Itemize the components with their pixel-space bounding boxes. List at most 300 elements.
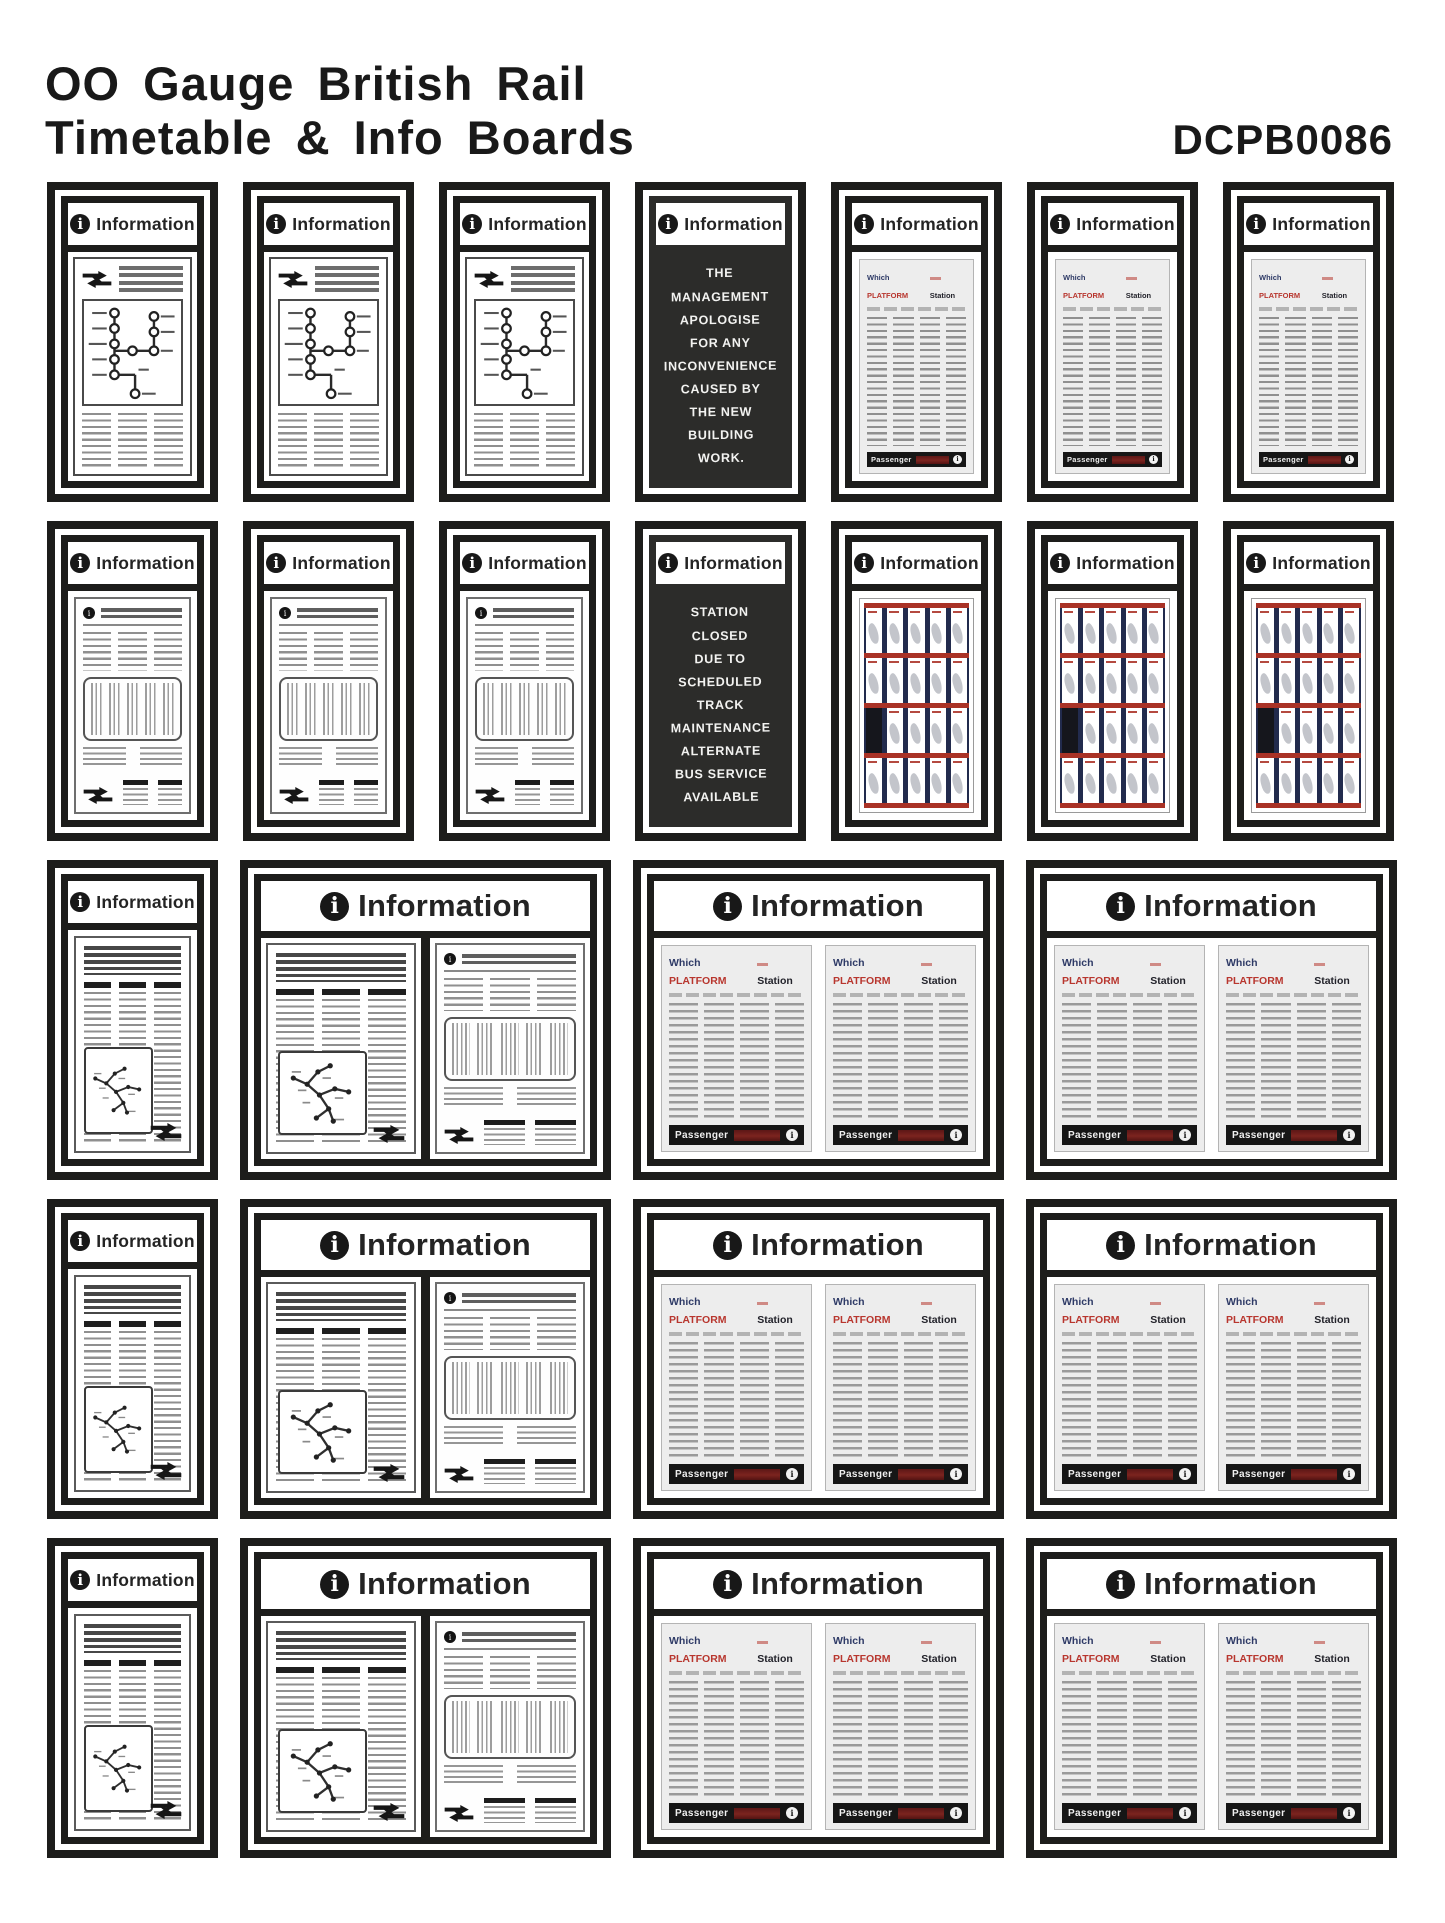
board-fare-timetable <box>243 521 414 841</box>
info-circle-icon: i <box>70 1231 90 1251</box>
leaflet-card <box>1300 708 1316 753</box>
leaflet-card <box>1343 658 1359 703</box>
board-notice-station-closed <box>635 521 806 841</box>
footer-red-panel <box>1291 1130 1337 1141</box>
station-word: Station <box>1314 1314 1350 1326</box>
board-leaflet-rack <box>1223 521 1394 841</box>
greeked-subtitle-line <box>833 993 968 997</box>
fare-table-sheet <box>435 1621 585 1832</box>
fare-column <box>127 683 138 735</box>
greeked-text-column <box>490 1656 529 1689</box>
network-map-diagram <box>474 299 575 406</box>
leaflet-card <box>951 608 967 653</box>
greeked-text-column <box>319 788 344 805</box>
board-network-map-poster <box>47 182 218 502</box>
fare-column <box>452 1362 470 1414</box>
leaflet-card <box>1062 608 1078 653</box>
passenger-footer-strip <box>1062 1803 1197 1823</box>
column-header-bar <box>84 1321 111 1327</box>
timetable-title <box>669 953 757 989</box>
greeked-text-column <box>1097 1342 1126 1458</box>
greeked-text-column <box>1133 1342 1162 1458</box>
greeked-title-lines <box>462 1293 576 1303</box>
greeked-text-column <box>1063 317 1083 446</box>
greeked-text-column <box>535 1806 576 1823</box>
greeked-masthead-lines <box>276 1631 406 1660</box>
board-header <box>68 203 197 245</box>
board-header <box>654 881 983 931</box>
leaflet-card <box>1300 758 1316 803</box>
board-wide-double-timetable <box>1026 1199 1397 1519</box>
info-circle-icon: i <box>953 455 962 464</box>
info-circle-icon: i <box>1179 1468 1191 1480</box>
greeked-text-column <box>118 413 147 467</box>
passenger-label: Passenger <box>839 1468 893 1480</box>
timetable-title-word: Which <box>1062 1296 1094 1308</box>
greeked-text-column <box>83 747 126 767</box>
timetable-station-label <box>1314 1631 1361 1667</box>
greeked-text-column <box>704 1003 733 1119</box>
info-circle-icon: i <box>1343 1129 1355 1141</box>
fare-table-sheet <box>466 597 583 814</box>
board-header <box>656 203 785 245</box>
fare-table-sheet <box>270 597 387 814</box>
leaflet-card <box>1322 708 1338 753</box>
red-dash-decoration <box>921 1641 932 1644</box>
column-header-bar <box>368 1667 406 1673</box>
board-network-map-poster <box>243 182 414 502</box>
greeked-text-column <box>546 632 574 671</box>
red-dash-decoration <box>1150 1641 1161 1644</box>
passenger-footer-strip <box>1226 1125 1361 1145</box>
info-circle-icon: i <box>320 1570 349 1599</box>
timetable-title-accent: PLATFORM <box>867 291 909 300</box>
news-panel <box>261 1277 421 1498</box>
leaflet-card <box>866 758 882 803</box>
leaflet-card <box>1062 658 1078 703</box>
fare-columns-box <box>83 677 182 741</box>
greeked-text-column <box>1259 317 1279 446</box>
red-dash-decoration <box>1126 277 1137 280</box>
platform-timetable-sheet <box>661 945 812 1152</box>
passenger-label: Passenger <box>871 455 912 464</box>
passenger-footer-strip <box>833 1464 968 1484</box>
info-circle-icon: i <box>444 1292 456 1304</box>
board-header-label: Information <box>751 1566 924 1601</box>
timetable-title-accent: PLATFORM <box>1062 1314 1120 1326</box>
network-map-sheet <box>465 257 584 476</box>
greeked-text-column <box>484 1806 525 1823</box>
leaflet-card <box>1126 608 1142 653</box>
board-header <box>264 542 393 584</box>
fare-column <box>341 683 352 735</box>
column-header-bar <box>276 989 314 995</box>
newspaper-map-sheet <box>266 943 416 1154</box>
greeked-text-column <box>1142 317 1162 446</box>
info-circle-icon: i <box>1179 1807 1191 1819</box>
greeked-text-column <box>354 788 379 805</box>
passenger-label: Passenger <box>1263 455 1304 464</box>
station-word: Station <box>1150 975 1186 987</box>
footnote-block <box>484 1798 525 1823</box>
greeked-text-column <box>154 413 183 467</box>
passenger-label: Passenger <box>675 1129 729 1141</box>
greeked-text-column <box>517 1087 576 1107</box>
timetable-title-accent: PLATFORM <box>1226 1653 1284 1665</box>
red-dash-decoration <box>757 1641 768 1644</box>
fare-column <box>526 1362 544 1414</box>
greeked-text-column <box>1261 1003 1290 1119</box>
info-circle-icon: i <box>658 553 678 573</box>
red-dash-decoration <box>1322 277 1333 280</box>
fare-column <box>287 683 298 735</box>
leaflet-card <box>908 708 924 753</box>
board-header-label: Information <box>1076 552 1175 573</box>
footer-red-panel <box>898 1469 944 1480</box>
footnote-block <box>354 780 379 805</box>
empty-rack-slot <box>1062 708 1078 753</box>
greeked-text-column <box>1332 1003 1361 1119</box>
board-header-label: Information <box>96 1569 195 1590</box>
fare-column <box>519 683 530 735</box>
platform-timetable-sheet <box>1054 1284 1205 1491</box>
timetable-title <box>1226 1631 1314 1667</box>
greeked-subtitle-line <box>669 1332 804 1336</box>
fare-columns-box <box>279 677 378 741</box>
greeked-masthead-lines <box>84 1624 181 1653</box>
board-header <box>852 203 981 245</box>
greeked-text-column <box>1168 1681 1197 1797</box>
footnote-block <box>550 780 575 805</box>
passenger-footer-strip <box>1062 1464 1197 1484</box>
footnote-block <box>319 780 344 805</box>
timetable-station-label <box>757 953 804 989</box>
greeked-text-column <box>537 1656 576 1689</box>
leaflet-rack-sheet <box>859 598 974 813</box>
red-dash-decoration <box>757 963 768 966</box>
greeked-masthead-lines <box>276 953 406 982</box>
greeked-masthead-lines <box>84 946 181 975</box>
leaflet-card <box>1083 608 1099 653</box>
greeked-subtitle-line <box>1226 993 1361 997</box>
fare-column <box>477 1701 495 1753</box>
greeked-title-lines <box>315 266 379 292</box>
greeked-text-column <box>833 1342 862 1458</box>
platform-timetable-sheet <box>1054 1623 1205 1830</box>
board-newspaper-map-poster <box>47 1199 218 1519</box>
board-header <box>1047 1559 1376 1609</box>
board-wide-news-and-fare <box>240 1199 611 1519</box>
platform-timetable-sheet <box>825 1284 976 1491</box>
greeked-text-column <box>920 317 940 446</box>
leaflet-card <box>1104 758 1120 803</box>
column-header-bar <box>154 1321 181 1327</box>
greeked-title-lines <box>119 266 183 292</box>
timetable-title-accent: PLATFORM <box>1062 975 1120 987</box>
timetable-title-word: Which <box>1062 1635 1094 1647</box>
info-circle-icon: i <box>950 1129 962 1141</box>
leaflet-card <box>1147 608 1163 653</box>
row-5 <box>47 1538 1397 1858</box>
board-fare-timetable <box>439 521 610 841</box>
footnote-header-bar <box>484 1798 525 1803</box>
platform-timetable-sheet <box>1055 259 1170 474</box>
leaflet-card <box>1062 758 1078 803</box>
leaflet-card <box>1104 608 1120 653</box>
board-header <box>460 203 589 245</box>
greeked-text-column <box>1097 1003 1126 1119</box>
timetable-title-accent: PLATFORM <box>1226 1314 1284 1326</box>
passenger-label: Passenger <box>675 1468 729 1480</box>
station-word: Station <box>929 291 956 300</box>
info-circle-icon: i <box>950 1807 962 1819</box>
info-circle-icon: i <box>1106 1570 1135 1599</box>
board-header-label: Information <box>684 552 783 573</box>
greeked-text-column <box>1297 1003 1326 1119</box>
greeked-subtitle-line <box>1062 1671 1197 1675</box>
station-word: Station <box>1125 291 1152 300</box>
timetable-title <box>833 953 921 989</box>
rack-shelf-bar <box>1060 803 1165 808</box>
passenger-footer-strip <box>1063 452 1162 467</box>
timetable-station-label <box>1126 267 1162 303</box>
leaflet-card <box>1258 658 1274 703</box>
timetable-title <box>669 1292 757 1328</box>
leaflet-card <box>1083 758 1099 803</box>
greeked-text-column <box>669 1003 698 1119</box>
greeked-text-column <box>532 747 575 767</box>
fare-table-sheet <box>435 943 585 1154</box>
column-header-bar <box>84 1660 111 1666</box>
footer-red-panel <box>1291 1469 1337 1480</box>
board-header <box>264 203 393 245</box>
newspaper-map-sheet <box>74 1614 191 1831</box>
br-double-arrow-icon <box>83 786 113 805</box>
board-wide-news-and-fare <box>240 1538 611 1858</box>
timetable-title-word: Which <box>1063 273 1086 282</box>
info-circle-icon: i <box>279 607 291 619</box>
leaflet-card <box>1343 708 1359 753</box>
timetable-title <box>1226 953 1314 989</box>
greeked-text-column <box>868 1003 897 1119</box>
passenger-label: Passenger <box>1232 1807 1286 1819</box>
info-circle-icon: i <box>1246 214 1266 234</box>
timetable-title-accent: PLATFORM <box>1226 975 1284 987</box>
fare-column <box>537 683 548 735</box>
br-double-arrow-icon <box>444 1126 474 1145</box>
greeked-text-column <box>537 978 576 1011</box>
timetable-station-label <box>1322 267 1358 303</box>
footnote-block <box>158 780 183 805</box>
page-title-line1: OO Gauge British Rail <box>45 56 587 110</box>
info-circle-icon: i <box>950 1468 962 1480</box>
timetable-title <box>833 1292 921 1328</box>
fare-column <box>550 1023 568 1075</box>
greeked-text-column <box>1226 1003 1255 1119</box>
fare-column <box>501 1701 519 1753</box>
station-word: Station <box>757 975 793 987</box>
board-fare-timetable <box>47 521 218 841</box>
timetable-station-label <box>1150 1292 1197 1328</box>
board-header-label: Information <box>488 213 587 234</box>
leaflet-card <box>1322 608 1338 653</box>
rack-shelf-bar <box>864 803 969 808</box>
row-2 <box>47 521 1397 841</box>
leaflet-card <box>1300 608 1316 653</box>
info-circle-icon: i <box>1050 214 1070 234</box>
greeked-title-lines <box>462 1632 576 1642</box>
fare-column <box>145 683 156 735</box>
greeked-text-column <box>1312 317 1332 446</box>
greeked-subtitle-line <box>833 1332 968 1336</box>
station-word: Station <box>757 1653 793 1665</box>
station-word: Station <box>757 1314 793 1326</box>
greeked-text-column <box>1226 1681 1255 1797</box>
board-header <box>654 1559 983 1609</box>
footnote-header-bar <box>354 780 379 785</box>
rack-shelf-bar <box>1256 803 1361 808</box>
greeked-title-lines <box>297 608 378 618</box>
passenger-label: Passenger <box>839 1129 893 1141</box>
footnote-header-bar <box>484 1120 525 1125</box>
fare-column <box>550 1362 568 1414</box>
footer-red-panel <box>898 1130 944 1141</box>
board-header-label: Information <box>96 213 195 234</box>
rack-row <box>864 658 969 703</box>
red-dash-decoration <box>1314 1302 1325 1305</box>
br-double-arrow-icon <box>150 1461 182 1481</box>
column-header-bar <box>322 989 360 995</box>
greeked-text-column <box>1062 1342 1091 1458</box>
passenger-label: Passenger <box>1068 1807 1122 1819</box>
greeked-text-column <box>154 992 181 1143</box>
greeked-text-column <box>123 788 148 805</box>
info-circle-icon: i <box>1106 892 1135 921</box>
board-wide-double-timetable <box>1026 1538 1397 1858</box>
info-circle-icon: i <box>444 953 456 965</box>
passenger-footer-strip <box>1259 452 1358 467</box>
info-circle-icon: i <box>444 1631 456 1643</box>
timetable-station-label <box>757 1631 804 1667</box>
passenger-footer-strip <box>833 1125 968 1145</box>
network-map-sheet <box>73 257 192 476</box>
rack-row <box>1060 708 1165 753</box>
board-header <box>68 542 197 584</box>
greeked-text-column <box>1097 1681 1126 1797</box>
greeked-text-column <box>444 1656 483 1689</box>
greeked-text-column <box>939 1681 968 1797</box>
leaflet-card <box>1279 658 1295 703</box>
timetable-title-word: Which <box>1226 1296 1258 1308</box>
fare-column <box>501 683 512 735</box>
leaflet-card <box>887 658 903 703</box>
greeked-text-column <box>1062 1003 1091 1119</box>
fare-columns-box <box>475 677 574 741</box>
greeked-text-column <box>704 1681 733 1797</box>
footnote-block <box>535 1120 576 1145</box>
greeked-title-lines <box>511 266 575 292</box>
board-header <box>1244 203 1373 245</box>
route-map-inset <box>278 1051 367 1136</box>
greeked-text-column <box>118 632 146 671</box>
red-dash-decoration <box>921 1302 932 1305</box>
passenger-label: Passenger <box>839 1807 893 1819</box>
leaflet-card <box>1322 658 1338 703</box>
red-dash-decoration <box>1150 963 1161 966</box>
footnote-header-bar <box>158 780 183 785</box>
leaflet-card <box>1279 608 1295 653</box>
greeked-text-column <box>444 1765 503 1785</box>
board-header <box>68 1559 197 1601</box>
greeked-subtitle-line <box>867 307 966 311</box>
leaflet-card <box>930 658 946 703</box>
board-header-label: Information <box>358 888 531 923</box>
fare-column <box>483 683 494 735</box>
timetable-title-word: Which <box>867 273 890 282</box>
greeked-subtitle-line <box>1226 1332 1361 1336</box>
greeked-text-column <box>154 1670 181 1821</box>
leaflet-card <box>1104 708 1120 753</box>
greeked-text-column <box>775 1003 804 1119</box>
row-3 <box>47 860 1397 1180</box>
rack-row <box>864 608 969 653</box>
greeked-text-column <box>775 1681 804 1797</box>
station-word: Station <box>921 975 957 987</box>
greeked-text-column <box>867 317 887 446</box>
greeked-text-column <box>535 1128 576 1145</box>
leaflet-card <box>1126 708 1142 753</box>
greeked-subtitle-line <box>669 1671 804 1675</box>
board-header-label: Information <box>1144 1227 1317 1262</box>
timetable-title <box>1062 953 1150 989</box>
news-panel <box>261 1616 421 1837</box>
page-title <box>45 57 635 166</box>
greeked-text-column <box>1261 1681 1290 1797</box>
leaflet-card <box>1322 758 1338 803</box>
route-map-inset <box>278 1390 367 1475</box>
leaflet-card <box>1300 658 1316 703</box>
row-1 <box>47 182 1397 502</box>
greeked-text-column <box>158 788 183 805</box>
red-dash-decoration <box>930 277 941 280</box>
leaflet-card <box>1258 608 1274 653</box>
board-header-label: Information <box>751 1227 924 1262</box>
info-circle-icon: i <box>462 214 482 234</box>
info-circle-icon: i <box>786 1129 798 1141</box>
leaflet-card <box>930 708 946 753</box>
info-circle-icon: i <box>70 553 90 573</box>
leaflet-card <box>1343 608 1359 653</box>
timetable-title-accent: PLATFORM <box>1259 291 1301 300</box>
red-dash-decoration <box>1150 1302 1161 1305</box>
timetable-title <box>1062 1631 1150 1667</box>
greeked-text-column <box>1089 317 1109 446</box>
fare-column <box>501 1362 519 1414</box>
greeked-text-column <box>484 1128 525 1145</box>
info-circle-icon: i <box>658 214 678 234</box>
board-leaflet-rack <box>831 521 1002 841</box>
info-circle-icon: i <box>1345 455 1354 464</box>
column-header-bar <box>119 1321 146 1327</box>
newspaper-map-sheet <box>266 1282 416 1493</box>
footnote-block <box>123 780 148 805</box>
footnote-header-bar <box>123 780 148 785</box>
platform-timetable-sheet <box>661 1623 812 1830</box>
timetable-station-label <box>757 1292 804 1328</box>
fare-column <box>477 1362 495 1414</box>
timetable-title-accent: PLATFORM <box>1063 291 1105 300</box>
fare-column <box>163 683 174 735</box>
